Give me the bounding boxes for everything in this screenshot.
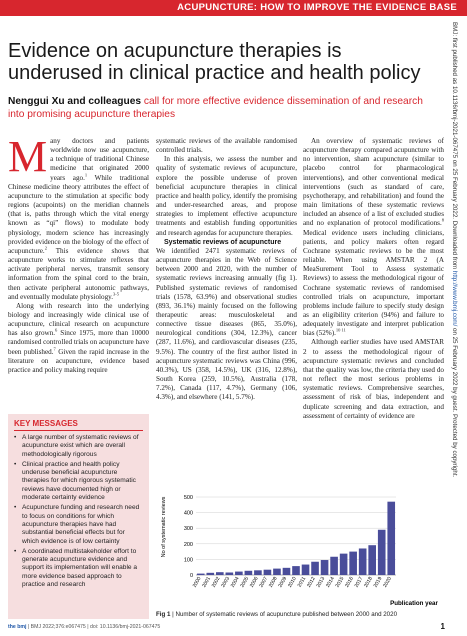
x-tick-label: 2008 (267, 576, 279, 589)
x-axis-label: Publication year (390, 600, 438, 607)
figure-caption-label: Fig 1 (156, 611, 171, 618)
dropcap-letter: M (8, 132, 48, 181)
bar-2016 (349, 552, 357, 575)
col1-p2c-text: Given the rapid increase in the literature on acupuncture, evidence based practice and policy making require (8, 347, 149, 374)
body-column-3 (303, 137, 444, 421)
section-header-bar (0, 0, 467, 16)
bar-2010 (292, 566, 300, 575)
footer-citation: | BMJ 2022;376:e067475 | doi: 10.1136/bmj-2021-067475 (26, 624, 161, 630)
article-authors: Nenggui Xu and colleagues (8, 96, 142, 107)
bar-2001 (206, 573, 214, 575)
section-heading: Systematic reviews of acupuncture (164, 238, 282, 246)
x-tick-label: 2017 (353, 576, 365, 589)
bar-2009 (283, 568, 291, 575)
y-tick-label: 500 (183, 495, 193, 501)
x-tick-label: 2003 (220, 576, 232, 589)
ref-7[interactable]: 7 (53, 346, 56, 352)
bullet-icon: • (14, 504, 17, 512)
x-tick-labels (192, 576, 393, 589)
y-tick-label: 100 (183, 557, 193, 564)
ref-10-11[interactable]: 10 11 (335, 327, 346, 333)
col1-p1b-text: While traditional Chinese medicine theory attributes the effect of acupuncture to the stimulation at specific body regions (acupoints) on the meridian channels (that is, paths through which the vital energy known as “qi” flows) to modulate body physiology, modern science has increasingly provided evidence on the biology of the effect of acupuncture. (8, 173, 149, 255)
journal-brand[interactable]: the bmj (8, 624, 27, 630)
bar-2003 (226, 573, 234, 575)
ref-6[interactable]: 6 (55, 327, 58, 333)
bar-2017 (359, 548, 367, 575)
key-message-text: A large number of systematic reviews of acupuncture exist which are overall methodologically rigorous (22, 434, 139, 458)
col1-p1c-text: This evidence shows that acupuncture works to stimulate reflexes that activate peripheral nerves, transmit sensory information from the spinal cord to the brain, then activate peripheral autonomic pathways, and eventually modulate physiology. (8, 246, 149, 301)
bar-2019 (378, 530, 386, 575)
x-tick-label: 2013 (315, 576, 327, 589)
bullet-icon: • (14, 547, 17, 555)
bar-2002 (216, 572, 224, 575)
side-notice-link[interactable]: http://www.bmj.com/ (451, 270, 458, 327)
col3-paragraph-1 (303, 137, 444, 338)
x-tick-label: 2012 (306, 576, 317, 589)
x-tick-label: 2007 (258, 576, 270, 589)
bar-2020 (387, 502, 395, 575)
key-message-item (14, 504, 143, 545)
x-tick-label: 2019 (372, 576, 384, 589)
y-tick-label: 200 (183, 541, 193, 548)
key-messages-title: KEY MESSAGES (14, 419, 143, 431)
key-message-item (14, 434, 143, 459)
bar-2004 (235, 572, 243, 575)
bar-2007 (264, 570, 272, 575)
bar-2011 (302, 565, 310, 575)
x-tick-label: 2006 (248, 576, 260, 589)
ref-3-5[interactable]: 3-5 (113, 291, 120, 297)
bar-2015 (340, 554, 348, 575)
intro-paragraph (8, 132, 149, 302)
col1-p2-text: Along with research into the underlying biology and increasingly wide clinical use of acupuncture, clinical research on acupuncture has also grown. (8, 301, 149, 338)
col1-p1-text: any doctors and patients worldwide now use acupuncture, a technique of traditional Chinese medicine that originated 2000 years ago. (50, 137, 149, 182)
col2-paragraph-2: In this analysis, we assess the number and quality of systematic reviews of acupuncture, explore the possible underuse of proven beneficial acupuncture therapies in clinical practice and health policy, identify the promising and under-researched areas, and propose strategies to implement effective acupuncture treatments and establish funding opportunities and research agendas for acupuncture therapies. (156, 155, 297, 237)
body-column-1 (8, 132, 149, 375)
bar-chart (156, 487, 444, 607)
x-tick-label: 2004 (229, 576, 241, 589)
col3-p1b-text: Medical evidence users including clinicians, patients, and policy makers often regard Cochrane systematic reviews to be the most reliable. When using AMSTAR 2 (A MeaSurement Tool to Assess systematic Reviews) to assess the methodological rigour of Cochrane systematic reviews of randomised controlled trials on acupuncture, important problems include failure to specify study design as an eligibility criterion (94%) and failure to adequately investigate and interpret publication bias (52%). (303, 228, 444, 338)
bar-2005 (245, 571, 253, 575)
page-number: 1 (440, 622, 445, 631)
key-message-text: Acupuncture funding and research need to focus on conditions for which acupuncture therapies have had substantial beneficial effects but for which evidence is of low certainty (22, 504, 140, 545)
x-tick-label: 2000 (191, 576, 203, 589)
side-notice (451, 22, 458, 477)
figure-caption-text: | Number of systematic reviews of acupuncture published between 2000 and 2020 (170, 611, 398, 618)
col1-paragraph-2 (8, 302, 149, 375)
bar-2013 (321, 560, 329, 575)
y-tick-labels (184, 495, 193, 579)
figure-caption (156, 611, 446, 618)
y-tick-label: 0 (189, 573, 193, 579)
x-tick-label: 2002 (210, 576, 222, 589)
key-messages-list (14, 434, 143, 589)
key-messages-box (8, 414, 149, 619)
section-header-title: ACUPUNCTURE: HOW TO IMPROVE THE EVIDENCE BASE (177, 2, 457, 13)
article-title: Evidence on acupuncture therapies is underused in clinical practice and health policy (8, 40, 421, 84)
bullet-icon: • (14, 434, 17, 441)
standfirst-text: call for more effective evidence dissemination of and research into promising acupuncture therapies (8, 96, 423, 120)
x-tick-label: 2011 (296, 576, 308, 589)
bar-2008 (273, 569, 281, 575)
ref-8[interactable]: 8 (441, 218, 444, 224)
side-notice-after: on 25 February 2022 by guest. Protected by copyright. (451, 326, 458, 478)
ref-2[interactable]: 2 (44, 245, 47, 251)
col3-p1-text: An overview of systematic reviews of acupuncture therapy compared acupuncture with no intervention, sham acupuncture (similar to placebo control for pharmacological interventions), and other conventional medical interventions (such as standard of care, psychotherapy, and rehabilitation) and found the main limitations of these systematic reviews included an absence of a list of excluded studies and no explanation of protocol modifications. (303, 137, 444, 228)
bar-2006 (254, 570, 262, 575)
bar-2012 (311, 562, 319, 575)
x-tick-label: 2014 (325, 576, 336, 589)
bullet-icon: • (14, 460, 17, 468)
bar-2018 (368, 545, 376, 575)
col3-paragraph-2: Although earlier studies have used AMSTAR 2 to assess the methodological rigour of acupuncture systematic reviews and concluded that the quality was low, the criteria they used do not reflect the most serious problems in systematic reviews. Comprehensive searches, assessment of risk of bias, independent and duplicate screening and data extraction, and assessment of certainty of evidence are (303, 338, 444, 420)
ref-1[interactable]: 1 (84, 172, 88, 178)
bar-2014 (330, 557, 338, 575)
x-tick-label: 2020 (382, 576, 393, 589)
key-message-text: Clinical practice and health policy underuse beneficial acupuncture therapies for which rigorous systematic reviews have documented high or moderate certainty evidence (22, 460, 136, 502)
col2-paragraph-3: We identified 2471 systematic reviews of acupuncture therapies in the Web of Science between 2000 and 2020, with the number of systematic reviews increasing annually (fig 1). Published systematic reviews of randomised trials (1578, 63.9%) and observational studies (893, 36.1%) mainly focused on the following therapeutic areas: musculoskeletal and connective tissue diseases (865, 35.0%), neurological conditions (304, 12.3%), cancer (287, 11.6%), and cardiovascular diseases (235, 9.5%). The country of the first author listed in acupuncture systematic reviews was China (996, 40.3%), US (358, 14.5%), UK (316, 12.8%), South Korea (259, 10.5%), Australia (178, 7.2%), Canada (117, 4.7%), Germany (106, 4.3%), and elsewhere (141, 5.7%). (156, 246, 297, 402)
x-tick-label: 2009 (277, 576, 289, 589)
standfirst (8, 95, 433, 121)
x-tick-label: 2005 (239, 576, 251, 589)
y-tick-label: 300 (183, 526, 193, 533)
body-column-2 (156, 137, 297, 403)
key-message-item (14, 548, 143, 589)
page-footer (8, 624, 446, 630)
x-tick-label: 2001 (201, 576, 213, 589)
bar-2000 (197, 574, 205, 575)
side-notice-strip (448, 20, 465, 632)
x-tick-label: 2015 (334, 576, 346, 589)
x-tick-label: 2018 (363, 576, 374, 589)
key-message-text: A coordinated multistakeholder effort to generate acupuncture evidence and support its implementation will enable a more evidence based approach to practice and research (22, 547, 138, 589)
col2-paragraph-1: systematic reviews of the available randomised controlled trials. (156, 137, 297, 155)
figure-1 (156, 487, 444, 607)
x-tick-label: 2010 (286, 576, 298, 589)
x-tick-label: 2016 (344, 576, 355, 589)
key-message-item (14, 461, 143, 502)
y-tick-label: 400 (183, 510, 193, 517)
y-axis-label: No of systematic reviews (161, 496, 167, 558)
col1-p2b-text: Since 1975, more than 10000 randomised controlled trials on acupuncture have been published. (8, 329, 149, 356)
side-notice-before: BMJ: first published as 10.1136/bmj-2021-067475 on 25 February 2022. Downloaded from (451, 22, 458, 271)
